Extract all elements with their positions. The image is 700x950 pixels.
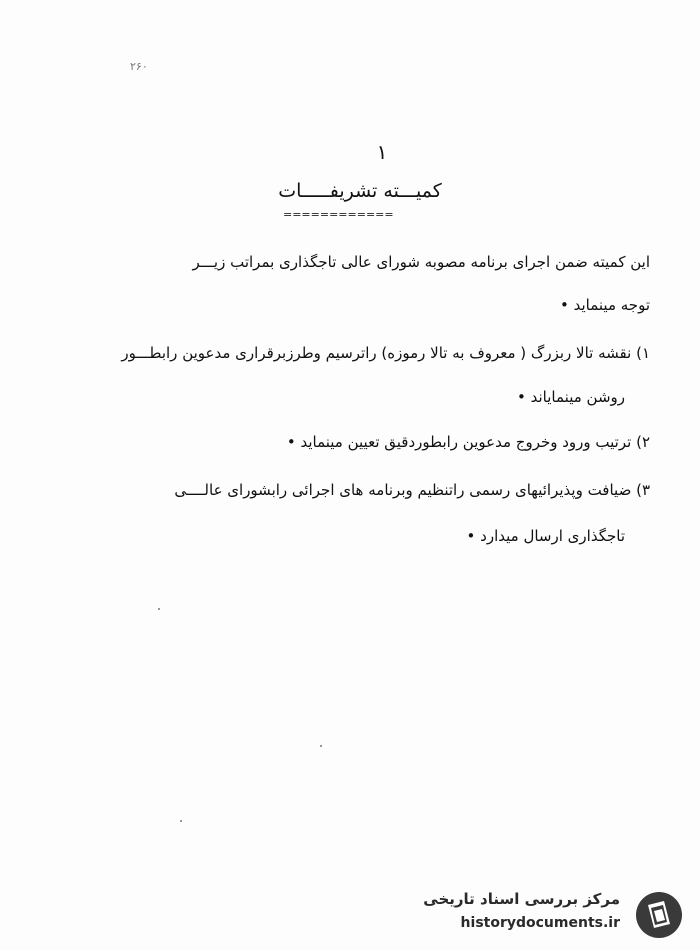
watermark-name: مرکز بررسی اسناد تاریخی — [423, 890, 620, 908]
item-1-line-2: روشن مینمایاند • — [517, 388, 625, 406]
archive-mark: ۲۶۰ — [130, 60, 148, 73]
body-line-1: این کمیته ضمن اجرای برنامه مصوبه شورای عالی تاجگذاری بمراتب زیـــر — [192, 253, 650, 271]
item-2-line-1: ۲) ترتیب ورود وخروج مدعوین رابطوردقیق تعیین مینماید • — [286, 433, 650, 451]
document-title: کمیـــته تشریفـــــات — [278, 180, 442, 202]
title-underline: ============ — [283, 208, 394, 221]
page-number: ۱ — [376, 140, 388, 164]
book-pages-logo-icon — [634, 890, 684, 940]
scan-speck — [180, 820, 182, 822]
watermark-site: historydocuments.ir — [460, 915, 620, 931]
archive-watermark — [420, 888, 690, 944]
body-line-2: توجه مینماید • — [560, 296, 650, 314]
item-1-line-1: ۱) نقشه تالا ربزرگ ( معروف به تالا رموزه) راترسیم وطرزبرقراری مدعوین رابطـــور — [121, 344, 650, 362]
scan-speck — [158, 608, 160, 610]
scan-speck — [320, 745, 322, 747]
item-3-line-1: ۳) ضیافت وپذیرائیهای رسمی راتنظیم وبرنامه های اجرائی رابشورای عالــــی — [174, 481, 650, 499]
item-3-line-2: تاجگذاری ارسال میدارد • — [466, 527, 625, 545]
